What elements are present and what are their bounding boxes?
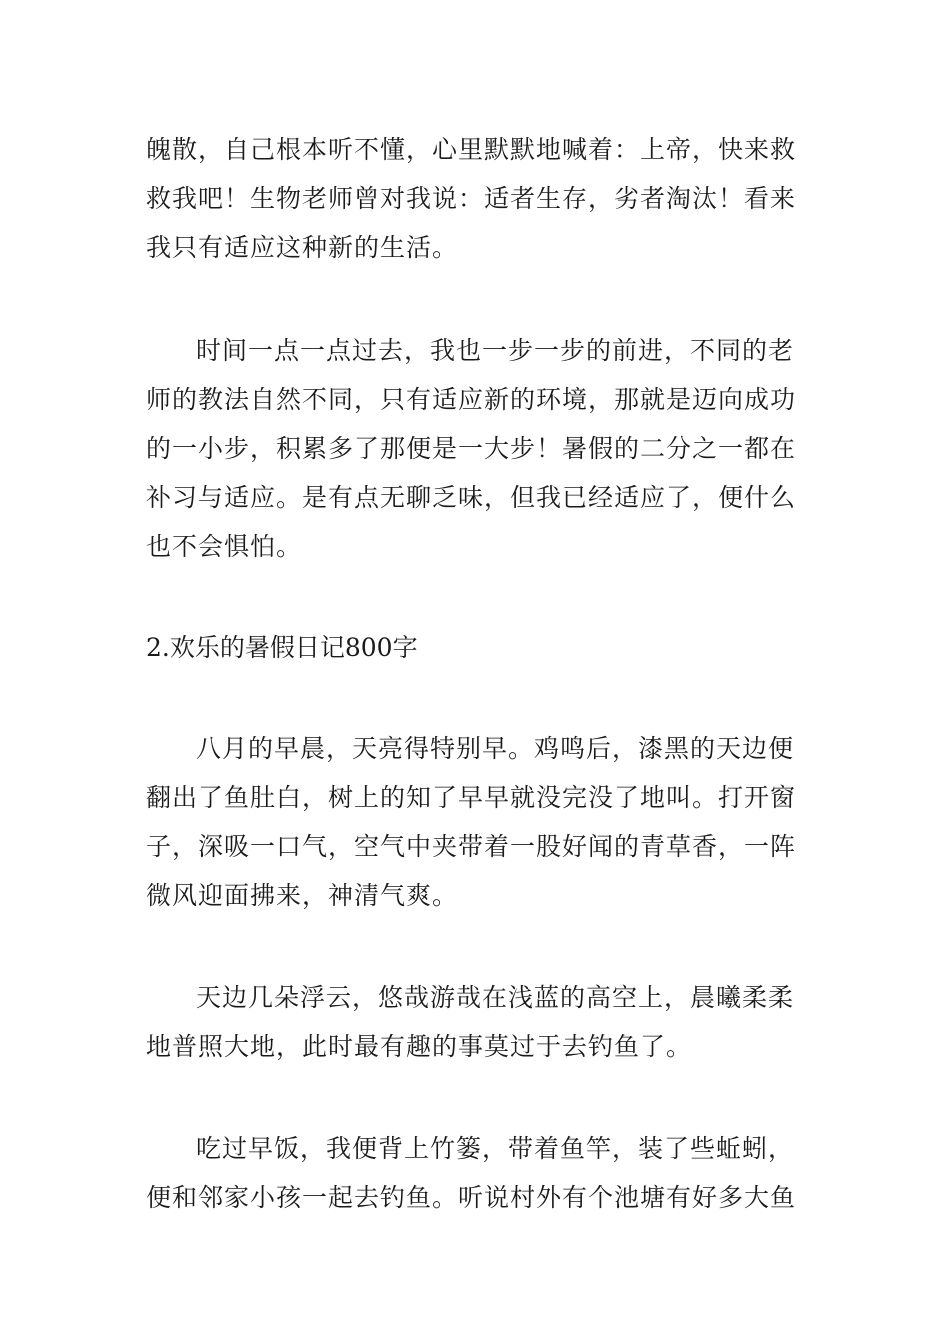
paragraph-line: 八月的早晨，天亮得特别早。鸡鸣后，漆黑的天边便: [196, 734, 795, 763]
paragraph-line: 天边几朵浮云，悠哉游哉在浅蓝的高空上，晨曦柔柔: [196, 983, 795, 1012]
paragraph-line: 的一小步，积累多了那便是一大步！暑假的二分之一都在: [146, 434, 797, 463]
paragraph-line: 魄散，自己根本听不懂，心里默默地喊着：上帝，快来救: [146, 135, 797, 164]
paragraph-line: 吃过早饭，我便背上竹篓，带着鱼竿，装了些蚯蚓，: [196, 1134, 795, 1163]
section-heading: 2.欢乐的暑假日记800字: [146, 633, 418, 662]
paragraph-line: 地普照大地，此时最有趣的事莫过于去钓鱼了。: [146, 1032, 693, 1061]
paragraph-line: 子，深吸一口气，空气中夹带着一股好闻的青草香，一阵: [146, 832, 797, 861]
paragraph-line: 也不会惧怕。: [146, 532, 303, 561]
paragraph-line: 补习与适应。是有点无聊乏味，但我已经适应了，便什么: [146, 483, 797, 512]
paragraph-line: 救我吧！生物老师曾对我说：适者生存，劣者淘汰！看来: [146, 184, 797, 213]
paragraph-line: 我只有适应这种新的生活。: [146, 233, 459, 262]
paragraph-line: 师的教法自然不同，只有适应新的环境，那就是迈向成功: [146, 385, 797, 414]
paragraph-line: 便和邻家小孩一起去钓鱼。听说村外有个池塘有好多大鱼: [146, 1183, 797, 1212]
paragraph-line: 时间一点一点过去，我也一步一步的前进，不同的老: [196, 336, 795, 365]
paragraph-line: 微风迎面拂来，神清气爽。: [146, 881, 459, 910]
paragraph-line: 翻出了鱼肚白，树上的知了早早就没完没了地叫。打开窗: [146, 783, 797, 812]
